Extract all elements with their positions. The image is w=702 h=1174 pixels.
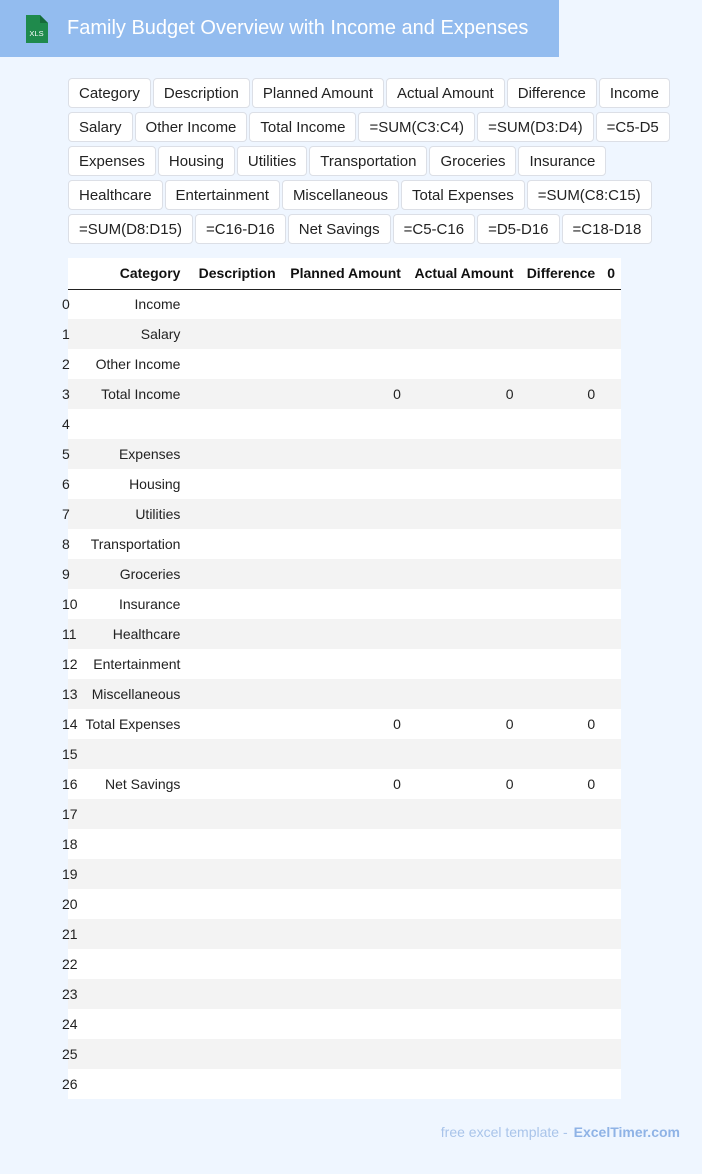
table-cell	[520, 979, 602, 1009]
page-title: Family Budget Overview with Income and Expenses	[67, 17, 529, 39]
row-index-cell: 15	[68, 739, 79, 769]
table-row	[68, 499, 621, 529]
row-index-cell: 26	[68, 1069, 79, 1099]
footer-prefix: free excel template -	[440, 1124, 568, 1140]
table-cell	[520, 559, 602, 589]
table-cell	[186, 649, 281, 679]
table-cell: 0	[520, 709, 602, 739]
footer-brand-link[interactable]: ExcelTimer.com	[573, 1124, 680, 1140]
tag-chip[interactable]: Salary	[68, 112, 133, 142]
table-cell	[186, 1009, 281, 1039]
table-cell	[186, 739, 281, 769]
row-index-cell: 11	[68, 619, 79, 649]
table-row	[68, 349, 621, 379]
table-cell	[601, 919, 621, 949]
table-cell	[407, 529, 520, 559]
table-cell	[186, 859, 281, 889]
table-cell	[601, 649, 621, 679]
table-cell	[282, 919, 407, 949]
row-index-cell: 14	[68, 709, 79, 739]
table-cell	[282, 1009, 407, 1039]
table-row	[68, 949, 621, 979]
table-cell	[520, 1039, 602, 1069]
table-row	[68, 409, 621, 439]
table-cell	[186, 439, 281, 469]
table-cell	[520, 679, 602, 709]
row-index-cell: 3	[68, 379, 79, 409]
table-row	[68, 829, 621, 859]
table-cell	[407, 439, 520, 469]
table-cell	[282, 349, 407, 379]
table-cell: 0	[520, 379, 602, 409]
table-cell	[282, 619, 407, 649]
table-cell: Other Income	[79, 349, 186, 379]
table-cell	[520, 469, 602, 499]
table-row	[68, 559, 621, 589]
tag-chip[interactable]: Actual Amount	[386, 78, 505, 108]
table-cell	[282, 679, 407, 709]
tag-chip[interactable]: Housing	[158, 146, 235, 176]
table-cell	[282, 289, 407, 319]
table-row	[68, 709, 621, 739]
table-row	[68, 739, 621, 769]
table-cell	[79, 919, 186, 949]
table-cell	[79, 799, 186, 829]
tag-chip[interactable]: Other Income	[135, 112, 248, 142]
table-cell	[601, 1069, 621, 1099]
table-cell	[186, 979, 281, 1009]
table-cell	[79, 409, 186, 439]
table-row	[68, 649, 621, 679]
table-cell	[79, 829, 186, 859]
table-cell	[407, 949, 520, 979]
tag-chip[interactable]: Healthcare	[68, 180, 163, 210]
table-cell	[186, 379, 281, 409]
table-cell	[282, 739, 407, 769]
table-cell	[186, 799, 281, 829]
data-table	[62, 258, 621, 1099]
table-cell	[186, 889, 281, 919]
table-cell	[407, 319, 520, 349]
row-index-cell: 13	[68, 679, 79, 709]
table-cell	[282, 979, 407, 1009]
table-cell	[520, 619, 602, 649]
table-cell: 0	[282, 709, 407, 739]
table-cell	[520, 799, 602, 829]
table-cell: Salary	[79, 319, 186, 349]
table-cell	[407, 469, 520, 499]
table-cell	[282, 829, 407, 859]
table-cell	[407, 349, 520, 379]
table-cell	[186, 619, 281, 649]
tag-chip[interactable]: Insurance	[518, 146, 606, 176]
row-index-cell: 16	[68, 769, 79, 799]
tag-chip[interactable]: Entertainment	[165, 180, 280, 210]
table-cell	[407, 979, 520, 1009]
row-index-cell: 9	[68, 559, 79, 589]
table-cell	[407, 619, 520, 649]
table-cell	[601, 589, 621, 619]
table-cell: 0	[407, 709, 520, 739]
table-cell	[79, 1009, 186, 1039]
table-cell	[282, 409, 407, 439]
table-cell	[186, 499, 281, 529]
table-cell	[186, 349, 281, 379]
table-cell	[520, 289, 602, 319]
table-cell	[520, 319, 602, 349]
tag-chip[interactable]: Net Savings	[288, 214, 391, 244]
tag-chip[interactable]: Total Income	[249, 112, 356, 142]
table-cell	[520, 349, 602, 379]
row-index-cell: 23	[68, 979, 79, 1009]
table-cell: 0	[282, 379, 407, 409]
table-cell	[186, 949, 281, 979]
table-cell	[520, 739, 602, 769]
table-cell	[601, 889, 621, 919]
table-cell: Miscellaneous	[79, 679, 186, 709]
table-cell	[407, 559, 520, 589]
row-index-cell: 22	[68, 949, 79, 979]
table-cell	[282, 559, 407, 589]
table-cell: 0	[407, 379, 520, 409]
table-cell	[186, 289, 281, 319]
table-cell	[601, 289, 621, 319]
table-cell	[282, 439, 407, 469]
table-cell	[601, 319, 621, 349]
table-cell	[407, 1039, 520, 1069]
row-index-cell: 7	[68, 499, 79, 529]
row-index-cell: 4	[68, 409, 79, 439]
row-index-cell: 21	[68, 919, 79, 949]
table-row	[68, 889, 621, 919]
tag-chip[interactable]: Description	[153, 78, 250, 108]
row-index-cell: 2	[68, 349, 79, 379]
row-index-cell: 20	[68, 889, 79, 919]
table-cell	[186, 409, 281, 439]
table-cell	[407, 829, 520, 859]
table-cell	[520, 949, 602, 979]
table-cell	[601, 769, 621, 799]
table-cell	[601, 859, 621, 889]
table-cell	[79, 1039, 186, 1069]
table-cell	[407, 739, 520, 769]
table-cell	[601, 799, 621, 829]
row-index-cell: 1	[68, 319, 79, 349]
column-header: Planned Amount	[282, 258, 407, 289]
table-cell: Total Income	[79, 379, 186, 409]
table-cell	[282, 319, 407, 349]
table-row	[68, 319, 621, 349]
table-cell	[520, 1009, 602, 1039]
row-index-cell: 24	[68, 1009, 79, 1039]
table-cell	[186, 919, 281, 949]
table-cell	[601, 499, 621, 529]
table-cell	[601, 469, 621, 499]
table-cell	[282, 589, 407, 619]
table-cell	[520, 499, 602, 529]
tag-list	[68, 78, 680, 244]
title-bar	[0, 0, 559, 57]
tag-chip[interactable]: =D5-D16	[477, 214, 559, 244]
table-cell: Insurance	[79, 589, 186, 619]
table-cell	[520, 889, 602, 919]
table-cell	[407, 589, 520, 619]
table-cell	[79, 859, 186, 889]
tag-chip[interactable]: =SUM(D3:D4)	[477, 112, 594, 142]
row-index-cell: 0	[68, 289, 79, 319]
table-cell	[282, 799, 407, 829]
table-cell: Net Savings	[79, 769, 186, 799]
table-row	[68, 619, 621, 649]
row-index-cell: 18	[68, 829, 79, 859]
table-row	[68, 979, 621, 1009]
table-cell	[601, 349, 621, 379]
footer-credit	[441, 1124, 680, 1140]
table-cell: Total Expenses	[79, 709, 186, 739]
column-header: 0	[601, 258, 621, 289]
table-cell: 0	[282, 769, 407, 799]
column-header: Description	[186, 258, 281, 289]
table-row	[68, 589, 621, 619]
table-cell	[186, 529, 281, 559]
table-row	[68, 859, 621, 889]
table-cell	[282, 859, 407, 889]
tag-chip[interactable]: Expenses	[68, 146, 156, 176]
row-index-cell: 25	[68, 1039, 79, 1069]
table-cell: Income	[79, 289, 186, 319]
tag-chip[interactable]: Category	[68, 78, 151, 108]
table-cell	[282, 1039, 407, 1069]
table-cell	[520, 1069, 602, 1099]
table-cell	[407, 859, 520, 889]
table-cell	[79, 1069, 186, 1099]
table-cell	[520, 919, 602, 949]
spreadsheet-preview	[62, 258, 621, 1098]
table-cell	[79, 949, 186, 979]
table-cell	[186, 559, 281, 589]
table-row	[68, 529, 621, 559]
table-cell	[520, 649, 602, 679]
table-cell: Utilities	[79, 499, 186, 529]
table-cell	[407, 1009, 520, 1039]
xls-icon-label: XLS	[29, 29, 44, 38]
tag-chip[interactable]: =SUM(C3:C4)	[358, 112, 475, 142]
tag-chip[interactable]: Difference	[507, 78, 597, 108]
table-cell	[186, 319, 281, 349]
table-cell	[282, 469, 407, 499]
table-cell	[601, 1009, 621, 1039]
column-header	[68, 258, 79, 289]
row-index-cell: 12	[68, 649, 79, 679]
tag-chip[interactable]: Utilities	[237, 146, 307, 176]
table-cell	[186, 1069, 281, 1099]
table-cell: Entertainment	[79, 649, 186, 679]
table-row	[68, 1069, 621, 1099]
tag-chip[interactable]: Transportation	[309, 146, 427, 176]
table-cell	[601, 559, 621, 589]
table-cell	[601, 979, 621, 1009]
table-cell	[186, 709, 281, 739]
table-cell	[601, 949, 621, 979]
column-header: Actual Amount	[407, 258, 520, 289]
table-row	[68, 1039, 621, 1069]
table-row	[68, 769, 621, 799]
table-row	[68, 1009, 621, 1039]
table-cell	[282, 649, 407, 679]
row-index-cell: 17	[68, 799, 79, 829]
tag-chip[interactable]: =C16-D16	[195, 214, 286, 244]
table-cell	[407, 1069, 520, 1099]
table-cell	[520, 439, 602, 469]
table-cell	[186, 589, 281, 619]
table-cell	[601, 739, 621, 769]
table-cell	[186, 469, 281, 499]
table-cell	[407, 499, 520, 529]
table-cell	[601, 409, 621, 439]
tag-chip[interactable]: =SUM(C8:C15)	[527, 180, 652, 210]
table-row	[68, 799, 621, 829]
table-cell: Transportation	[79, 529, 186, 559]
table-cell	[186, 829, 281, 859]
table-cell	[601, 829, 621, 859]
table-cell	[601, 709, 621, 739]
table-cell	[520, 859, 602, 889]
table-cell	[520, 409, 602, 439]
row-index-cell: 10	[68, 589, 79, 619]
tag-chip[interactable]: Miscellaneous	[282, 180, 399, 210]
table-cell	[282, 1069, 407, 1099]
tag-chip[interactable]: Income	[599, 78, 670, 108]
table-cell	[407, 799, 520, 829]
table-cell	[407, 679, 520, 709]
table-row	[68, 289, 621, 319]
table-cell	[601, 619, 621, 649]
tag-chip[interactable]: =C18-D18	[562, 214, 653, 244]
table-cell	[407, 889, 520, 919]
table-row	[68, 919, 621, 949]
row-index-cell: 19	[68, 859, 79, 889]
table-cell: Expenses	[79, 439, 186, 469]
column-header: Category	[79, 258, 186, 289]
table-cell: 0	[520, 769, 602, 799]
xls-file-icon	[22, 14, 50, 44]
table-cell	[407, 919, 520, 949]
table-cell	[282, 529, 407, 559]
table-header-row	[68, 258, 621, 289]
table-cell	[520, 529, 602, 559]
table-cell	[186, 769, 281, 799]
table-cell	[79, 739, 186, 769]
row-index-cell: 6	[68, 469, 79, 499]
table-cell	[282, 499, 407, 529]
tag-chip[interactable]: Planned Amount	[252, 78, 384, 108]
table-cell	[601, 379, 621, 409]
table-cell	[79, 979, 186, 1009]
table-cell	[601, 529, 621, 559]
table-cell	[407, 409, 520, 439]
table-cell	[282, 949, 407, 979]
table-cell	[186, 679, 281, 709]
tag-chip[interactable]: Groceries	[429, 146, 516, 176]
table-cell	[282, 889, 407, 919]
table-cell	[407, 289, 520, 319]
tag-chip[interactable]: =SUM(D8:D15)	[68, 214, 193, 244]
row-index-cell: 8	[68, 529, 79, 559]
tag-chip[interactable]: =C5-D5	[596, 112, 670, 142]
row-index-cell: 5	[68, 439, 79, 469]
table-cell: Groceries	[79, 559, 186, 589]
table-cell	[79, 889, 186, 919]
table-row	[68, 379, 621, 409]
table-cell: Healthcare	[79, 619, 186, 649]
table-cell: Housing	[79, 469, 186, 499]
table-cell: 0	[407, 769, 520, 799]
table-cell	[601, 679, 621, 709]
table-cell	[520, 829, 602, 859]
table-cell	[186, 1039, 281, 1069]
table-cell	[601, 439, 621, 469]
tag-chip[interactable]: Total Expenses	[401, 180, 525, 210]
table-cell	[520, 589, 602, 619]
column-header: Difference	[520, 258, 602, 289]
table-row	[68, 679, 621, 709]
table-row	[68, 469, 621, 499]
table-cell	[407, 649, 520, 679]
table-row	[68, 439, 621, 469]
table-cell	[601, 1039, 621, 1069]
tag-chip[interactable]: =C5-C16	[393, 214, 475, 244]
